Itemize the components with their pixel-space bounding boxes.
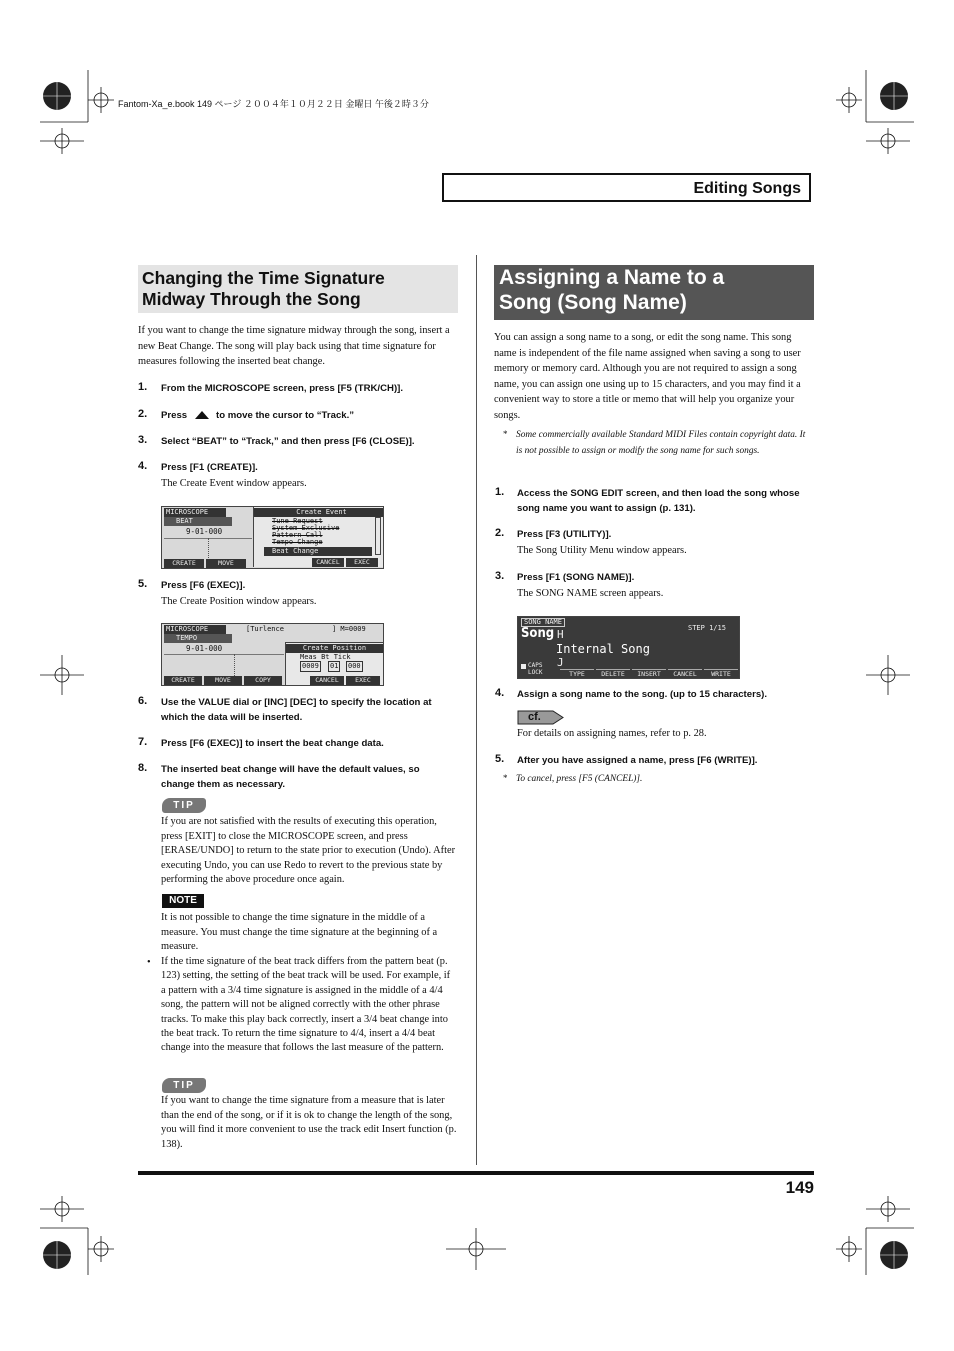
song-label: Song	[521, 626, 555, 641]
song-name-value[interactable]: Internal Song	[556, 642, 650, 656]
footer-rule	[138, 1171, 814, 1175]
left-intro: If you want to change the time signature midway through the song, insert a new Beat Change. The song will play back using that time signature for measures following the inserted beat change.	[138, 325, 450, 368]
create-softkey: CREATE	[164, 559, 204, 568]
page-number: 149	[785, 1178, 814, 1197]
screen-song-name: [Turlence	[246, 625, 284, 633]
step-description: The Create Event window appears.	[161, 478, 307, 489]
bullet-mark: •	[147, 957, 151, 968]
screen-position: 9-01-000	[186, 644, 223, 653]
tip-label: TIP	[173, 1080, 195, 1091]
cancel-softkey: CANCEL	[668, 669, 702, 678]
menu-item: Tempo Change	[272, 538, 323, 546]
step-text: Press [F6 (EXEC)] to insert the beat change data.	[161, 738, 384, 749]
step-text: From the MICROSCOPE screen, press [F5 (TRK/CH)].	[161, 383, 404, 394]
step-text: The inserted beat change will have the default values, so change them as necessary.	[161, 764, 420, 790]
step-description: The SONG NAME screen appears.	[517, 588, 664, 599]
right-heading-line2: Song (Song Name)	[499, 291, 687, 314]
note-badge	[162, 894, 204, 908]
menu-item: Tune Request	[272, 517, 323, 525]
step-description: The Create Position window appears.	[161, 596, 317, 607]
screen-window	[253, 507, 383, 567]
beat-field[interactable]: 01	[330, 662, 339, 670]
right-intro: You can assign a song name to a song, or edit the song name. This song name is independent of the file name assigned when saving a song to user memory or memory card. Although you are not required to assign a song name, you can assign one using up to 15 characters, and you may find it a convenient way to store a title or memo that will help you organize your songs.	[494, 332, 801, 421]
italic-note: Some commercially available Standard MIDI Files contain copyright data. It is not possible to assign or modify the song name for such songs.	[516, 430, 806, 456]
menu-item: Pattern Call	[272, 531, 323, 539]
left-heading	[138, 265, 458, 313]
step-text: Press [F1 (SONG NAME)].	[517, 572, 635, 583]
meas-field[interactable]: 0009	[302, 662, 319, 670]
note-bullet-text: If the time signature of the beat track differs from the pattern beat (p. 123) setting, the setting of the beat track will be used. For example, if a pattern with a 3/4 time signature is assigned in the middle of a 4/4 song, the pattern will not be aligned correctly with the other phrase tracks. To make this play back correctly, insert a 3/4 beat change into the beat track. To return the time signature to 4/4, insert a 4/4 beat change into the measure that follows the last measure of the pattern.	[161, 956, 451, 1054]
asterisk: *	[503, 429, 508, 439]
caps-indicator-icon	[521, 664, 526, 669]
screen-position: 9-01-000	[186, 527, 223, 536]
print-header: Fantom-Xa_e.book 149 ページ ２００４年１０月２２日 金曜日 午後２時３分	[118, 99, 429, 109]
move-softkey: MOVE	[206, 559, 246, 568]
screen-track-label: BEAT	[164, 517, 232, 526]
cf-text: For details on assigning names, refer to p. 28.	[517, 728, 707, 739]
exec-softkey: EXEC	[346, 676, 380, 685]
char-above: H	[557, 628, 564, 641]
exec-softkey: EXEC	[346, 558, 378, 567]
screen-title: SONG NAME	[521, 618, 565, 627]
step-number: 5.	[495, 753, 505, 765]
step-number: 5.	[138, 578, 148, 590]
step-text: Press [F3 (UTILITY)].	[517, 529, 612, 540]
tick-field[interactable]: 000	[348, 662, 361, 670]
screen-measure: ] M=0009	[332, 625, 366, 633]
step-text: Access the SONG EDIT screen, and then load the song whose song name you want to assign (p. 131).	[517, 488, 800, 514]
tip-badge	[162, 798, 206, 813]
menu-item-selected: Beat Change	[264, 547, 372, 556]
cf-label: cf.	[528, 711, 541, 723]
scrollbar	[375, 517, 381, 555]
cancel-note: To cancel, press [F5 (CANCEL)].	[516, 774, 643, 784]
step-text: Press [F1 (CREATE)].	[161, 462, 258, 473]
tip-text: If you are not satisfied with the results of executing this operation, press [EXIT] to close the MICROSCOPE screen, and press [ERASE/UNDO] to return to the state prior to execution (Undo). After executing Undo, you can use Redo to revert to the previous state by performing the above procedure once again.	[161, 816, 456, 886]
cf-arrow-icon	[517, 710, 565, 725]
lock-label: LOCK	[528, 669, 543, 676]
step-number: 8.	[138, 762, 148, 774]
up-arrow-icon	[195, 411, 209, 419]
step-number: 2.	[495, 527, 505, 539]
column-divider	[476, 255, 477, 1165]
right-heading	[494, 265, 814, 320]
step-text: Press	[161, 410, 188, 421]
screen-window	[285, 642, 383, 685]
field-labels: Meas Bt Tick	[300, 653, 351, 661]
type-softkey: TYPE	[560, 669, 594, 678]
section-title: Editing Songs	[693, 180, 801, 197]
screen-track-label: TEMPO	[164, 634, 232, 643]
screen-title: MICROSCOPE	[164, 508, 226, 517]
create-position-screen	[161, 623, 384, 686]
window-title: Create Event	[254, 508, 383, 517]
section-title-box	[442, 173, 811, 202]
step-text: Press [F6 (EXEC)].	[161, 580, 246, 591]
right-heading-line1: Assigning a Name to a	[499, 266, 725, 289]
step-description: The Song Utility Menu window appears.	[517, 545, 687, 556]
left-heading-line2: Midway Through the Song	[142, 289, 361, 309]
caps-label: CAPS	[528, 662, 543, 669]
step-number: 4.	[495, 687, 505, 699]
screen-grid	[164, 654, 284, 655]
delete-softkey: DELETE	[596, 669, 630, 678]
step-text: to move the cursor to “Track.”	[216, 410, 355, 421]
create-softkey: CREATE	[164, 676, 202, 685]
write-softkey: WRITE	[704, 669, 738, 678]
tip-badge	[162, 1078, 206, 1093]
screen-grid	[208, 538, 209, 560]
note-text: It is not possible to change the time signature in the middle of a measure. You must change the time signature at the beginning of a measure.	[161, 912, 438, 953]
cancel-softkey: CANCEL	[312, 558, 344, 567]
char-below: J	[557, 656, 564, 669]
step-number: 1.	[495, 486, 505, 498]
note-label: NOTE	[169, 895, 197, 906]
step-text: Assign a song name to the song. (up to 15 characters).	[517, 689, 768, 700]
step-number: 3.	[138, 434, 148, 446]
step-text: Use the VALUE dial or [INC] [DEC] to specify the location at which the data will be inserted.	[161, 697, 432, 723]
tip-label: TIP	[173, 800, 195, 811]
song-name-screen	[517, 616, 740, 679]
create-event-screen	[161, 506, 384, 569]
screen-title: MICROSCOPE	[164, 625, 226, 634]
step-number: 4.	[138, 460, 148, 472]
step-text: Select “BEAT” to “Track,” and then press [F6 (CLOSE)].	[161, 436, 415, 447]
cancel-softkey: CANCEL	[310, 676, 344, 685]
move-softkey: MOVE	[204, 676, 242, 685]
window-title: Create Position	[286, 644, 383, 653]
step-number: 2.	[138, 408, 148, 420]
insert-softkey: INSERT	[632, 669, 666, 678]
copy-softkey: COPY	[244, 676, 282, 685]
step-indicator: STEP 1/15	[688, 624, 726, 632]
left-heading-line1: Changing the Time Signature	[142, 268, 385, 288]
menu-item: System Exclusive	[272, 524, 340, 532]
step-text: After you have assigned a name, press [F6 (WRITE)].	[517, 755, 758, 766]
step-number: 6.	[138, 695, 148, 707]
step-number: 3.	[495, 570, 505, 582]
step-number: 1.	[138, 381, 148, 393]
asterisk: *	[503, 773, 508, 783]
screen-grid	[234, 654, 235, 676]
step-number: 7.	[138, 736, 148, 748]
tip-text: If you want to change the time signature from a measure that is later than the end of the song, or if it is ok to change the length of the song, you will find it more convenient to use the track edit Insert function (p. 138).	[161, 1095, 457, 1150]
